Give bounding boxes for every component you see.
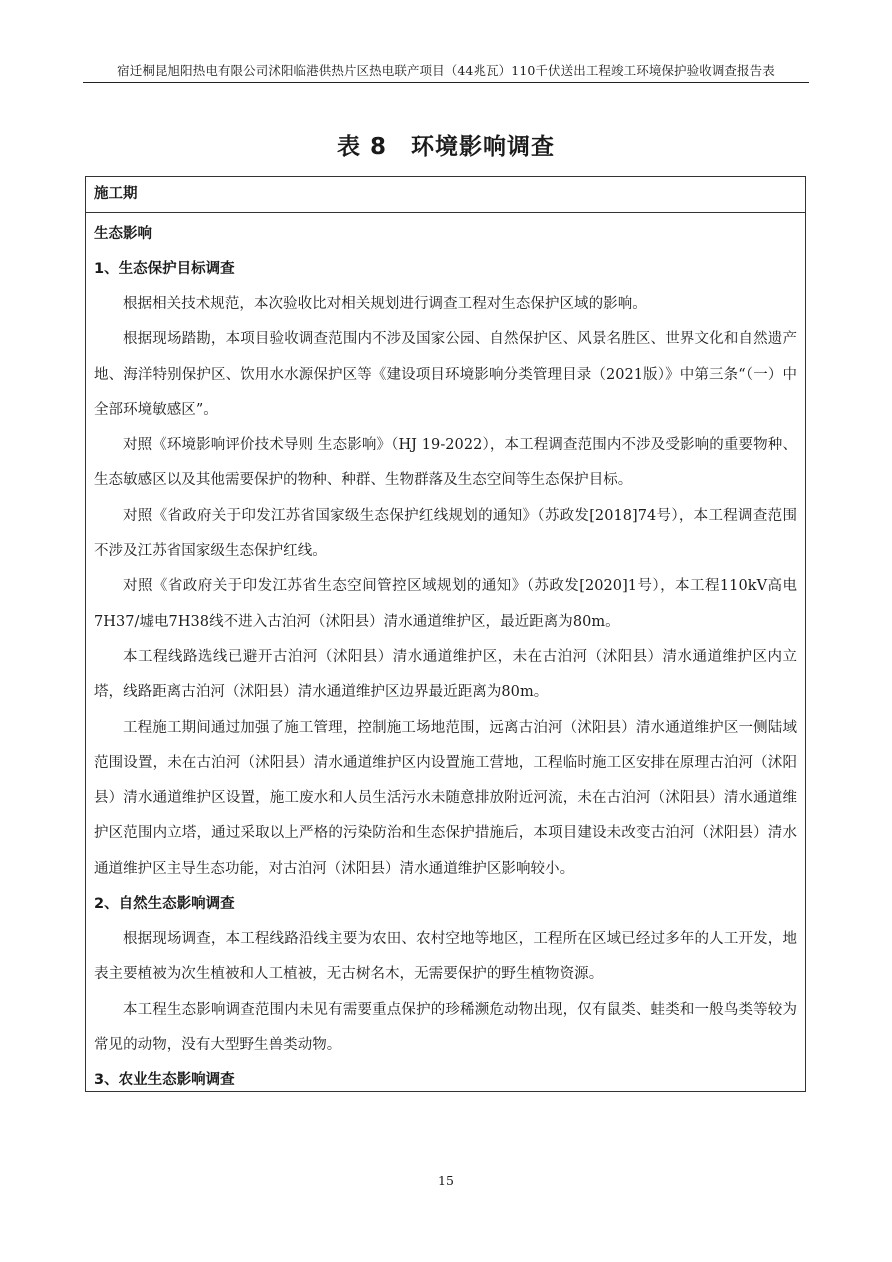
paragraph: 对照《省政府关于印发江苏省国家级生态保护红线规划的通知》（苏政发[2018]74号），本工程调查范围不涉及江苏省国家级生态保护红线。	[94, 507, 797, 560]
paragraph: 对照《环境影响评价技术导则 生态影响》（HJ 19-2022），本工程调查范围内不涉及受影响的重要物种、生态敏感区以及其他需要保护的物种、种群、生物群落及生态空间等生态保护目标。	[94, 437, 797, 489]
environment-impact-table	[85, 176, 806, 1092]
table-body-cell	[86, 213, 805, 1091]
heading-agricultural-ecology: 3、农业生态影响调查	[94, 1072, 235, 1089]
period-label: 施工期	[86, 177, 805, 213]
paragraph: 根据相关技术规范，本次验收比对相关规划进行调查工程对生态保护区域的影响。	[123, 296, 647, 312]
paragraph: 根据现场踏勘，本项目验收调查范围内不涉及国家公园、自然保护区、风景名胜区、世界文化和自然遗产地、海洋特别保护区、饮用水水源保护区等《建设项目环境影响分类管理目录（2021版）》中第三条“（一）中全部环境敏感区”。	[94, 331, 797, 418]
paragraph: 本工程线路选线已避开古泊河（沭阳县）清水通道维护区，未在古泊河（沭阳县）清水通道维护区内立塔，线路距离古泊河（沭阳县）清水通道维护区边界最近距离为80m。	[94, 648, 797, 701]
heading-ecological-protection-targets: 1、生态保护目标调查	[94, 261, 235, 277]
section-label: 生态影响	[94, 226, 152, 242]
running-header: 宿迁桐昆旭阳热电有限公司沭阳临港供热片区热电联产项目（44兆瓦）110千伏送出工程竣工环境保护验收调查报告表	[117, 63, 775, 78]
heading-natural-ecology: 2、自然生态影响调查	[94, 896, 235, 913]
paragraph: 对照《省政府关于印发江苏省生态空间管控区域规划的通知》（苏政发[2020]1号），本工程110kV高电7H37/墟电7H38线不进入古泊河（沭阳县）清水通道维护区，最近距离为80m。	[94, 578, 797, 630]
page-number: 15	[438, 1173, 454, 1188]
paragraph: 根据现场调查，本工程线路沿线主要为农田、农村空地等地区，工程所在区域已经过多年的人工开发，地表主要植被为次生植被和人工植被，无古树名木，无需要保护的野生植物资源。	[94, 931, 797, 983]
header-divider	[83, 82, 809, 83]
paragraph: 工程施工期间通过加强了施工管理，控制施工场地范围，远离古泊河（沭阳县）清水通道维护区一侧陆域范围设置，未在古泊河（沭阳县）清水通道维护区内设置施工营地，工程临时施工区安排在原理古泊河（沭阳县）清水通道维护区设置，施工废水和人员生活污水未随意排放附近河流，未在古泊河（沭阳县）清水通道维护区范围内立塔，通过采取以上严格的污染防治和生态保护措施后，本项目建设未改变古泊河（沭阳县）清水通道维护区主导生态功能，对古泊河（沭阳县）清水通道维护区影响较小。	[94, 719, 797, 877]
paragraph: 本工程生态影响调查范围内未见有需要重点保护的珍稀濒危动物出现，仅有鼠类、蛙类和一般鸟类等较为常见的动物，没有大型野生兽类动物。	[94, 1001, 797, 1053]
page-title: 表 8 环境影响调查	[336, 134, 555, 160]
